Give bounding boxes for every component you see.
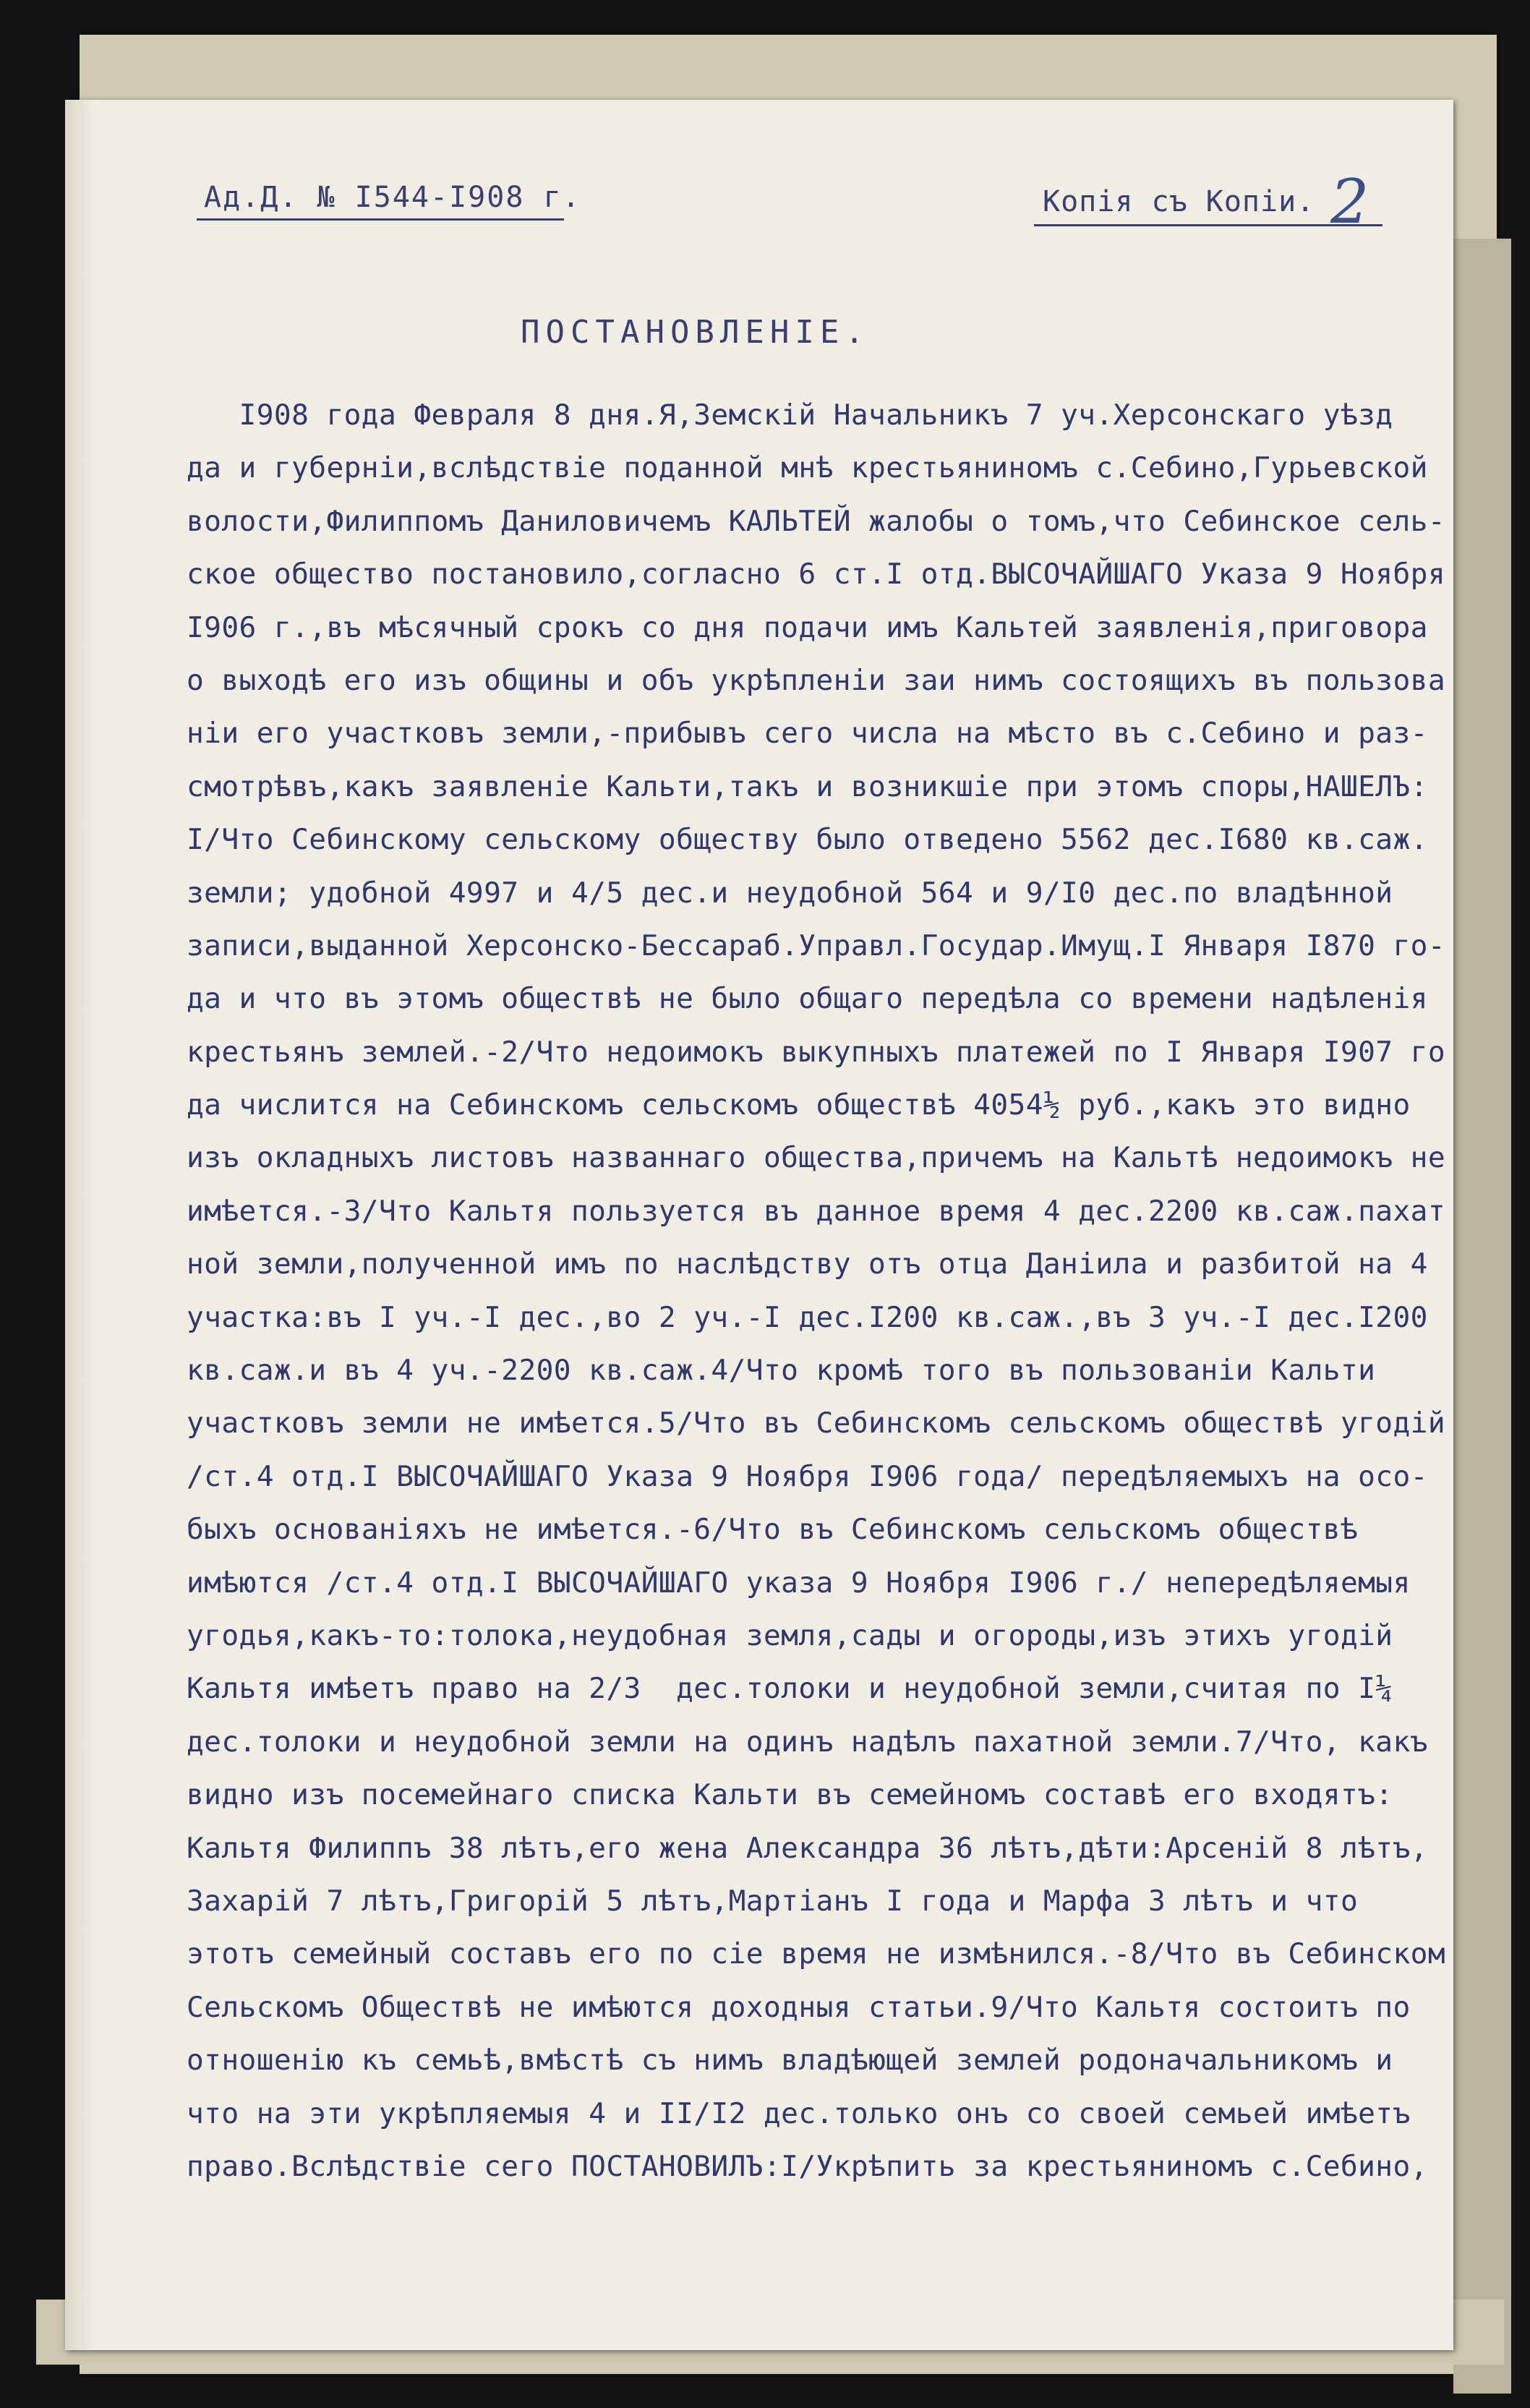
text-line: крестьянъ землей.-2/Что недоимокъ выкупныхъ платежей по I Января I907 го bbox=[187, 1035, 1446, 1069]
text-line: Захарій 7 лѣтъ,Григорій 5 лѣтъ,Мартіанъ I года и Марфа 3 лѣтъ и что bbox=[187, 1884, 1359, 1918]
text-line: да и губерніи,вслѣдствіе поданной мнѣ крестьяниномъ с.Себино,Гурьевской bbox=[187, 451, 1428, 485]
text-line: о выходѣ его изъ общины и объ укрѣпленіи заи нимъ состоящихъ въ пользова bbox=[187, 663, 1446, 697]
file-number-underline bbox=[197, 218, 564, 221]
text-line: волости,Филиппомъ Даниловичемъ КАЛЬТЕЙ жалобы о томъ,что Себинское сель- bbox=[187, 504, 1446, 538]
text-line: видно изъ посемейнаго списка Кальти въ семейномъ составѣ его входятъ: bbox=[187, 1778, 1393, 1812]
text-line: участка:въ I уч.-I дес.,во 2 уч.-I дес.I200 кв.саж.,въ 3 уч.-I дес.I200 bbox=[187, 1300, 1428, 1334]
text-line: этотъ семейный составъ его по сіе время не измѣнился.-8/Что въ Себинском bbox=[187, 1937, 1446, 1971]
text-line: имѣется.-3/Что Кальтя пользуется въ данное время 4 дес.2200 кв.саж.пахат bbox=[187, 1194, 1446, 1228]
text-line: да и что въ этомъ обществѣ не было общаго передѣла со времени надѣленія bbox=[187, 982, 1428, 1016]
text-line: Сельскомъ Обществѣ не имѣются доходныя статьи.9/Что Кальтя состоитъ по bbox=[187, 1990, 1411, 2024]
text-line: /ст.4 отд.I ВЫСОЧАЙШАГО Указа 9 Ноября I906 года/ передѣляемыхъ на осо- bbox=[187, 1459, 1428, 1493]
text-line: кв.саж.и въ 4 уч.-2200 кв.саж.4/Что кромѣ того въ пользованіи Кальти bbox=[187, 1354, 1376, 1388]
file-number: Ад.Д. № I544-I908 г. bbox=[204, 181, 581, 214]
document-body bbox=[187, 389, 1445, 2193]
document-title: ПОСТАНОВЛЕНІЕ. bbox=[521, 314, 870, 351]
text-line: угодья,какъ-то:толока,неудобная земля,сады и огороды,изъ этихъ угодій bbox=[187, 1618, 1393, 1652]
text-line: быхъ основаніяхъ не имѣется.-6/Что въ Себинскомъ сельскомъ обществѣ bbox=[187, 1513, 1359, 1547]
page-shadow bbox=[65, 100, 94, 2350]
text-line: ной земли,полученной имъ по наслѣдству отъ отца Даніила и разбитой на 4 bbox=[187, 1247, 1428, 1281]
text-line: I908 года Февраля 8 дня.Я,Земскій Начальникъ 7 уч.Херсонскаго уѣзд bbox=[187, 398, 1393, 432]
text-line: изъ окладныхъ листовъ названнаго общества,причемъ на Кальтѣ недоимокъ не bbox=[187, 1141, 1446, 1175]
text-line: участковъ земли не имѣется.5/Что въ Себинскомъ сельскомъ обществѣ угодій bbox=[187, 1406, 1446, 1440]
text-line: ніи его участковъ земли,-прибывъ сего числа на мѣсто въ с.Себино и раз- bbox=[187, 717, 1428, 751]
text-line: что на эти укрѣпляемыя 4 и II/I2 дес.только онъ со своей семьей имѣетъ bbox=[187, 2096, 1411, 2130]
text-line: дес.толоки и неудобной земли на одинъ надѣлъ пахатной земли.7/Что, какъ bbox=[187, 1725, 1428, 1759]
text-line: имѣются /ст.4 отд.I ВЫСОЧАЙШАГО указа 9 Ноября I906 г./ непередѣляемыя bbox=[187, 1566, 1411, 1600]
text-line: смотрѣвъ,какъ заявленіе Кальти,такъ и возникшіе при этомъ споры,НАШЕЛЪ: bbox=[187, 769, 1428, 803]
text-line: отношенію къ семьѣ,вмѣстѣ съ нимъ владѣющей землей родоначальникомъ и bbox=[187, 2044, 1393, 2078]
text-line: записи,выданной Херсонско-Бессараб.Управл.Государ.Имущ.I Января I870 го- bbox=[187, 928, 1446, 962]
text-line: Кальтя Филиппъ 38 лѣтъ,его жена Александра 36 лѣтъ,дѣти:Арсеній 8 лѣтъ, bbox=[187, 1831, 1428, 1865]
text-line: I906 г.,въ мѣсячный срокъ со дня подачи имъ Кальтей заявленія,приговора bbox=[187, 610, 1428, 644]
back-sheet-edge bbox=[1453, 239, 1511, 2394]
text-line: ское общество постановило,согласно 6 ст.I отд.ВЫСОЧАЙШАГО Указа 9 Ноября bbox=[187, 558, 1446, 592]
text-line: земли; удобной 4997 и 4/5 дес.и неудобной 564 и 9/I0 дес.по владѣнной bbox=[187, 876, 1393, 910]
text-line: да числится на Себинскомъ сельскомъ обществѣ 4054½ руб.,какъ это видно bbox=[187, 1088, 1411, 1122]
document-page bbox=[65, 100, 1453, 2350]
text-line: право.Вслѣдствіе сего ПОСТАНОВИЛЪ:I/Укрѣпить за крестьяниномъ с.Себино, bbox=[187, 2149, 1428, 2183]
text-line: I/Что Себинскому сельскому обществу было отведено 5562 дес.I680 кв.саж. bbox=[187, 823, 1428, 857]
copy-note: Копія съ Копіи. bbox=[1043, 185, 1315, 218]
handwritten-page-number: 2 bbox=[1330, 166, 1369, 237]
text-line: Кальтя имѣетъ право на 2/3 дес.толоки и неудобной земли,считая по I¼ bbox=[187, 1672, 1393, 1706]
